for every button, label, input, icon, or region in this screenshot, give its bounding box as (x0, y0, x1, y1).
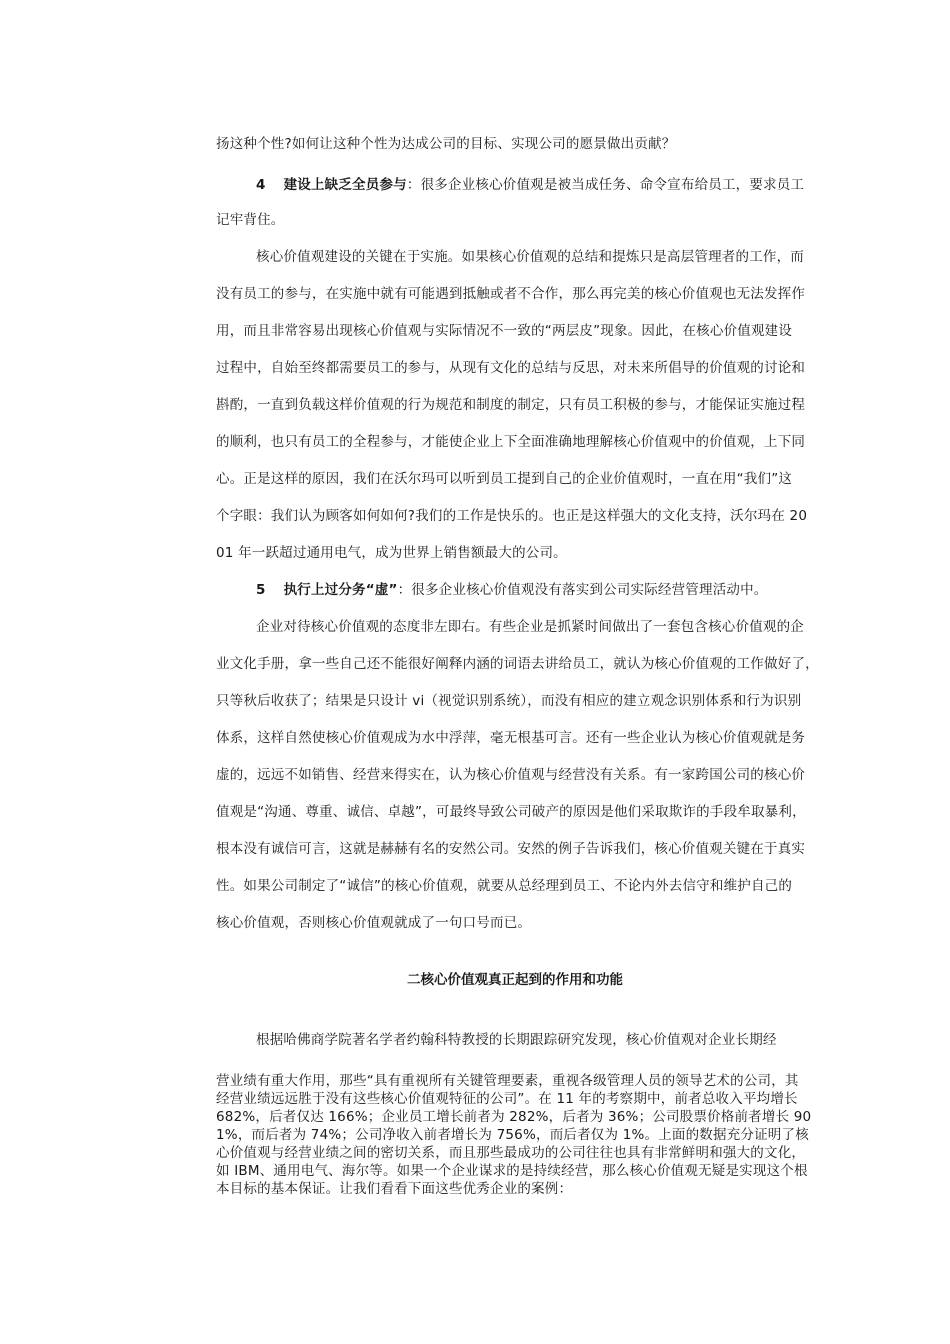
paragraph-line: 企业对待核心价值观的态度非左即右。有些企业是抓紧时间做出了一套包含核心价值观的企 (256, 619, 804, 635)
paragraph-line: 心价值观与经营业绩之间的密切关系，而且那些最成功的公司往往也具有非常鲜明和强大的文化， (216, 1145, 806, 1161)
paragraph-line: 性。如果公司制定了“诚信”的核心价值观，就要从总经理到员工、不论内外去信守和维护自己的 (216, 878, 793, 894)
paragraph-line: 斟酌，一直到负载这样价值观的行为规范和制度的制定，只有员工积极的参与，才能保证实施过程 (216, 397, 806, 413)
list-item-5 (256, 582, 768, 598)
paragraph-line: 虚的，远远不如销售、经营来得实在，认为核心价值观与经营没有关系。有一家跨国公司的核心价 (216, 767, 806, 783)
item-number: 5 (256, 582, 266, 598)
paragraph-line: 体系，这样自然使核心价值观成为水中浮萍，毫无根基可言。还有一些企业认为核心价值观就是务 (216, 730, 806, 746)
paragraph-line: 1%，而后者为 74%；公司净收入前者增长为 756%，而后者仅为 1%。上面的数据充分证明了核 (216, 1127, 809, 1143)
paragraph-line: 682%，后者仅达 166%；企业员工增长前者为 282%，后者为 36%；公司股票价格前者增长 90 (216, 1109, 812, 1125)
paragraph-line: 如 IBM、通用电气、海尔等。如果一个企业谋求的是持续经营，那么核心价值观无疑是实现这个根 (216, 1163, 808, 1179)
paragraph-line: 个字眼：我们认为顾客如何如何?我们的工作是快乐的。也正是这样强大的文化支持，沃尔玛在 20 (216, 508, 808, 524)
paragraph-line: 没有员工的参与，在实施中就有可能遇到抵触或者不合作，那么再完美的核心价值观也无法发挥作 (216, 286, 806, 302)
paragraph-line: 根本没有诚信可言，这就是赫赫有名的安然公司。安然的例子告诉我们，核心价值观关键在于真实 (216, 841, 806, 857)
paragraph-line: 只等秋后收获了；结果是只设计 vi（视觉识别系统），而没有相应的建立观念识别体系和行为识别 (216, 693, 802, 709)
paragraph-line: 过程中，自始至终都需要员工的参与，从现有文化的总结与反思，对未来所倡导的价值观的讨论和 (216, 360, 806, 376)
paragraph-line: 的顺利，也只有员工的全程参与，才能使企业上下全面准确地理解核心价值观中的价值观，上下同 (216, 434, 806, 450)
paragraph-line: 记牢背住。 (216, 212, 285, 228)
paragraph-line: 本目标的基本保证。让我们看看下面这些优秀企业的案例： (216, 1181, 573, 1197)
item-heading: 建设上缺乏全员参与 (283, 177, 407, 193)
paragraph-line: 用，而且非常容易出现核心价值观与实际情况不一致的“两层皮”现象。因此，在核心价值观建设 (216, 323, 793, 339)
paragraph-line: 营业绩有重大作用，那些“具有重视所有关键管理要素，重视各级管理人员的领导艺术的公司，其 (216, 1073, 799, 1089)
paragraph-line: 核心价值观建设的关键在于实施。如果核心价值观的总结和提炼只是高层管理者的工作，而 (256, 249, 804, 265)
item-number: 4 (256, 177, 266, 193)
list-item-4 (256, 177, 804, 193)
paragraph-line: 核心价值观，否则核心价值观就成了一句口号而已。 (216, 915, 532, 931)
paragraph-line: 01 年一跃超过通用电气，成为世界上销售额最大的公司。 (216, 545, 567, 561)
item-text: ：很多企业核心价值观是被当成任务、命令宣布给员工，要求员工 (406, 177, 805, 193)
paragraph-line: 扬这种个性?如何让这种个性为达成公司的目标、实现公司的愿景做出贡献？ (216, 136, 676, 152)
paragraph-line: 业文化手册，拿一些自己还不能很好阐释内涵的词语去讲给员工，就认为核心价值观的工作做好了， (216, 656, 819, 672)
item-text: ：很多企业核心价值观没有落实到公司实际经营管理活动中。 (397, 582, 768, 598)
paragraph-line: 根据哈佛商学院著名学者约翰科特教授的长期跟踪研究发现，核心价值观对企业长期经 (256, 1032, 777, 1048)
section-heading: 二核心价值观真正起到的作用和功能 (407, 972, 623, 988)
paragraph-line: 值观是“沟通、尊重、诚信、卓越”，可最终导致公司破产的原因是他们采取欺诈的手段牟取暴利， (216, 804, 806, 820)
paragraph-line: 经营业绩远远胜于没有这些核心价值观特征的公司”。在 11 年的考察期中，前者总收入平均增长 (216, 1091, 798, 1107)
item-heading: 执行上过分务“虚” (283, 582, 398, 598)
paragraph-line: 心。正是这样的原因，我们在沃尔玛可以听到员工提到自己的企业价值观时，一直在用“我们”这 (216, 471, 793, 487)
